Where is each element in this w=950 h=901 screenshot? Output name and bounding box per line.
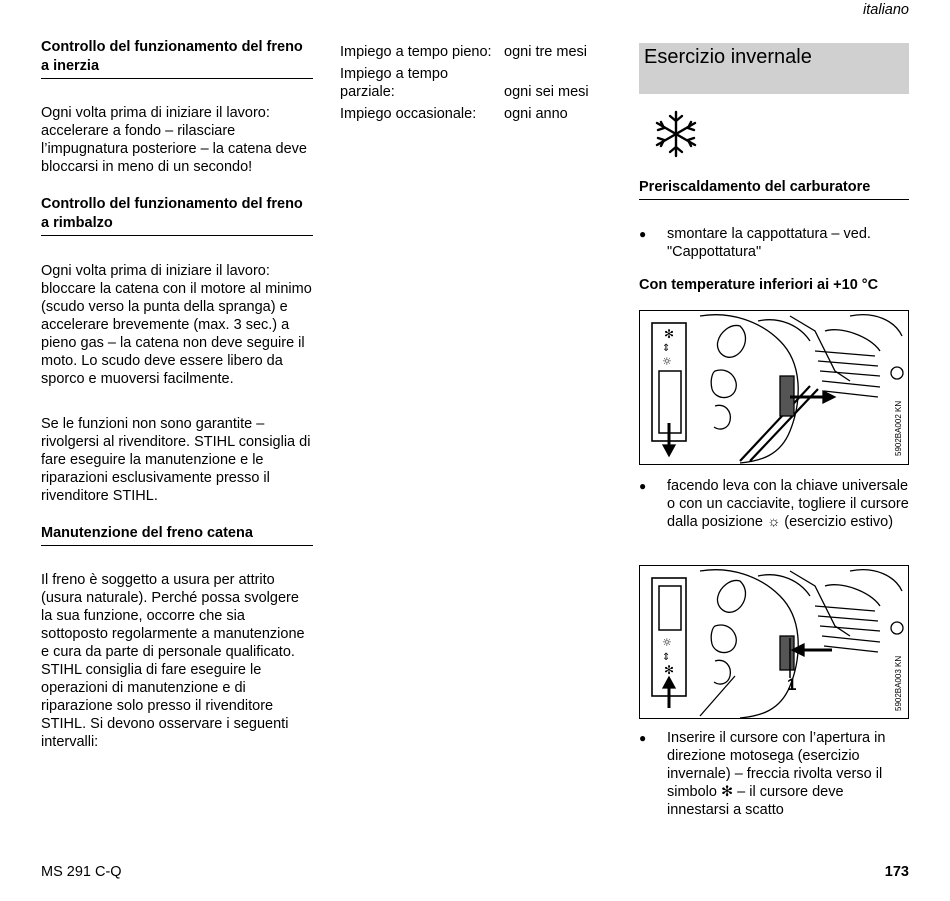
section-title: Esercizio invernale <box>644 46 812 68</box>
heading-carburetor-preheat: Preriscaldamento del carburatore <box>639 178 909 200</box>
heading-temperature: Con temperature inferiori ai +10 °C <box>639 277 879 293</box>
svg-text:☼: ☼ <box>662 636 672 649</box>
interval-label: Impiego occasionale: <box>340 106 477 122</box>
svg-text:⇕: ⇕ <box>662 652 671 663</box>
interval-value: ogni anno <box>504 106 568 122</box>
heading-inertia-brake: Controllo del funzionamento del freno a inerzia <box>41 38 313 79</box>
paragraph-inertia-check: Ogni volta prima di iniziare il lavoro: accelerare a fondo – rilasciare l’impugnatura posteriore – la catena deve bloccarsi in meno di un secondo! <box>41 105 307 175</box>
interval-value: ogni sei mesi <box>504 84 589 100</box>
svg-text:⇕: ⇕ <box>662 343 671 354</box>
intervals-table <box>340 43 610 123</box>
svg-text:☼: ☼ <box>662 355 672 368</box>
bullet-text: Inserire il cursore con l’apertura in direzione motosega (esercizio invernale) – freccia rivolta verso il simbolo ✻ – il cursore deve innestarsi a scatto <box>667 730 886 818</box>
bullet-dot: ● <box>639 731 647 745</box>
bullet-item <box>639 729 909 819</box>
svg-text:✻: ✻ <box>664 663 675 677</box>
figure-code: 5902BA002 KN <box>894 400 903 456</box>
figure-callout: 1 <box>787 675 797 694</box>
paragraph-dealer-advice: Se le funzioni non sono garantite – rivolgersi al rivenditore. STIHL consiglia di fare eseguire la manutenzione e le riparazioni esclusivamente presso il rivenditore STIHL. <box>41 416 311 504</box>
interval-row <box>340 65 610 101</box>
svg-text:✻: ✻ <box>664 327 675 341</box>
interval-row <box>340 43 610 61</box>
interval-value: ogni tre mesi <box>504 44 588 60</box>
figure-slider-summer <box>639 310 909 465</box>
figure-code: 5902BA003 KN <box>894 655 903 711</box>
interval-label: Impiego a tempo parziale: <box>340 66 449 100</box>
heading-kickback-brake: Controllo del funzionamento del freno a rimbalzo <box>41 195 313 236</box>
interval-row <box>340 105 610 123</box>
snowflake-icon <box>652 110 700 158</box>
bullet-text: smontare la cappottatura – ved. "Cappottatura" <box>667 226 871 260</box>
interval-label: Impiego a tempo pieno: <box>340 44 492 60</box>
paragraph-maintenance: Il freno è soggetto a usura per attrito (usura naturale). Perché possa svolgere la sua funzione, occorre che sia sottoposto regolarmente a manutenzione e cura da parte di personale qualificato. STIHL consiglia di fare eseguire le operazioni di manutenzione e di riparazione solo presso il rivenditore STIHL. Si devono osservare i seguenti intervalli: <box>41 572 305 750</box>
language-label: italiano <box>863 2 909 18</box>
bullet-dot: ● <box>639 479 647 493</box>
section-title-bar <box>639 43 909 94</box>
bullet-item <box>639 225 909 261</box>
page-number: 173 <box>884 864 909 880</box>
heading-brake-maintenance: Manutenzione del freno catena <box>41 524 313 546</box>
bullet-dot: ● <box>639 227 647 241</box>
figure-slider-winter <box>639 565 909 719</box>
footer-model: MS 291 C-Q <box>41 864 122 880</box>
paragraph-kickback-check: Ogni volta prima di iniziare il lavoro: bloccare la catena con il motore al minimo (scudo verso la punta della spranga) e accelerare brevemente (max. 3 sec.) a pieno gas – la catena non deve seguire il moto. Lo scudo deve essere libero da sporco e muoversi facilmente. <box>41 263 312 387</box>
bullet-item <box>639 477 909 531</box>
bullet-text: facendo leva con la chiave universale o con un cacciavite, togliere il cursore dalla posizione ☼ (esercizio estivo) <box>667 478 909 530</box>
